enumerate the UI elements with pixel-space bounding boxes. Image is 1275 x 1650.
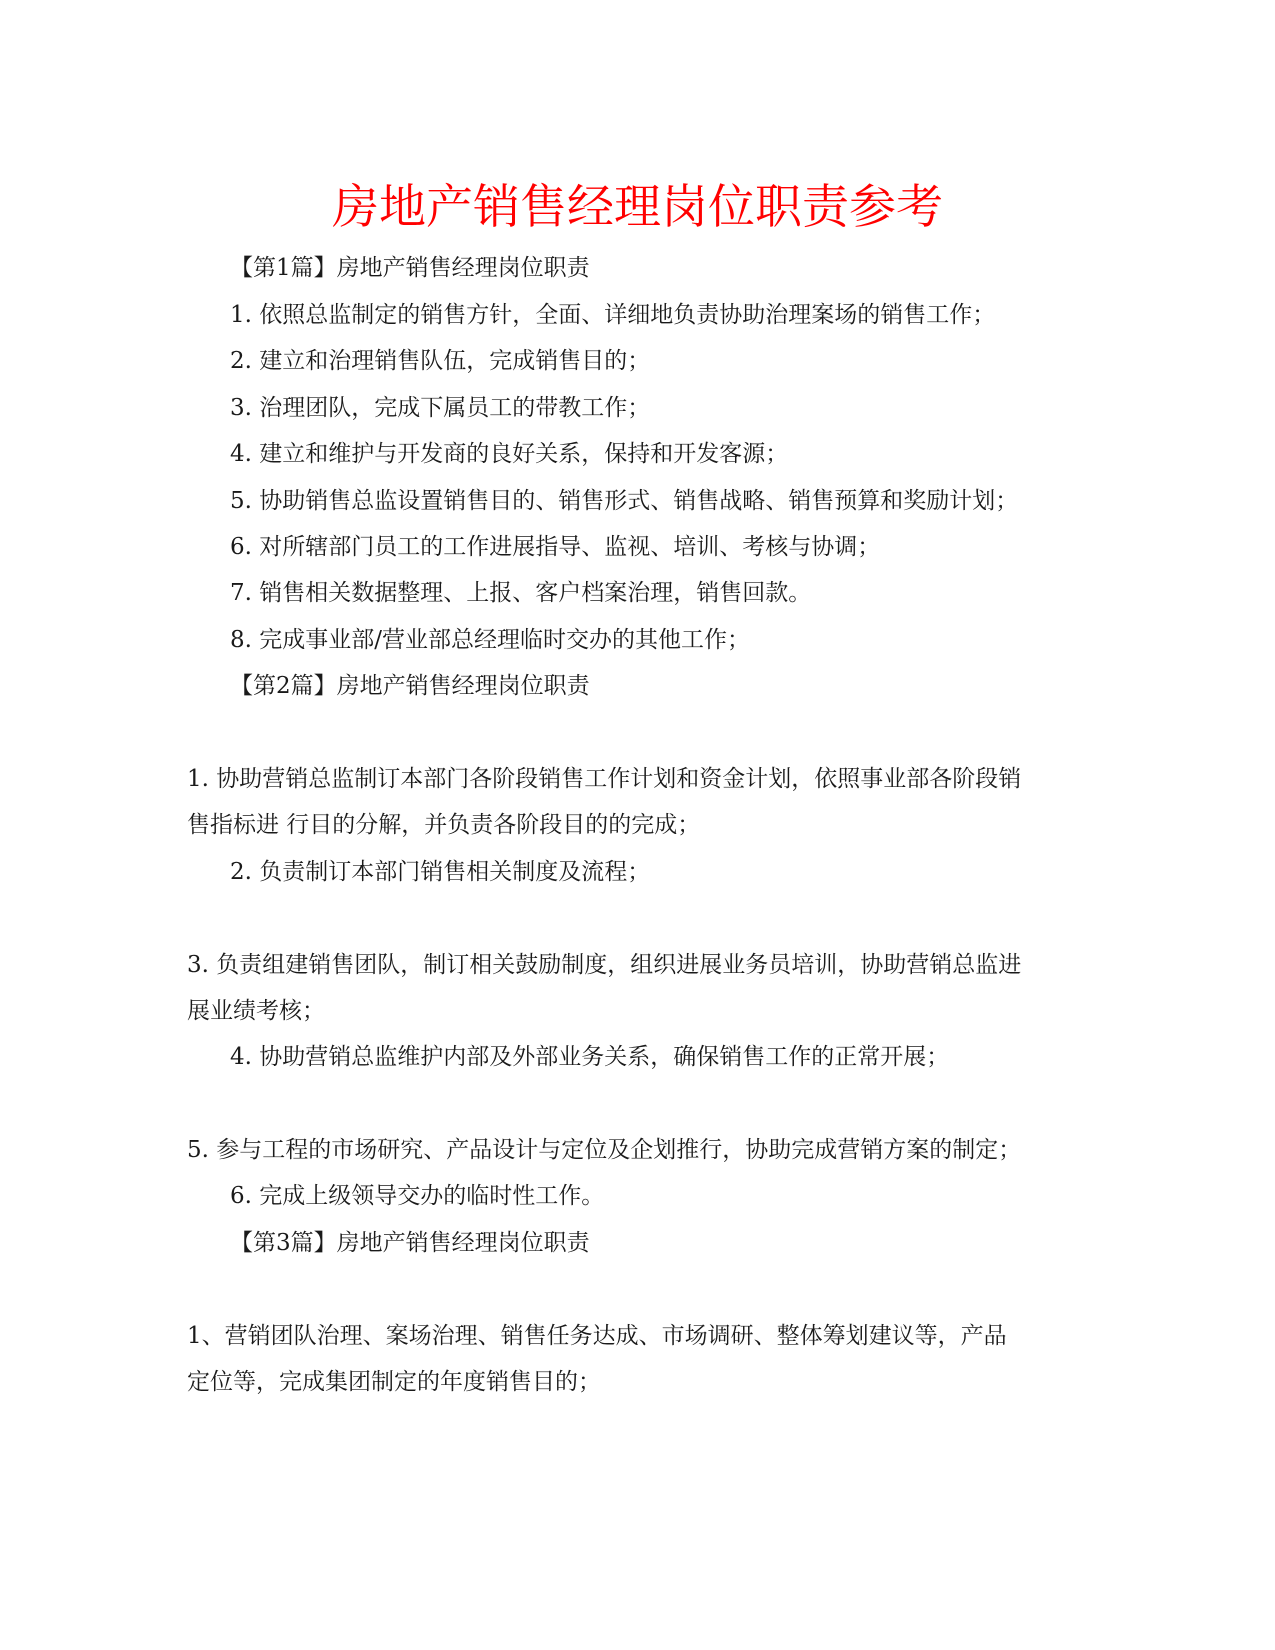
paragraph-line: 7. 销售相关数据整理、上报、客户档案治理，销售回款。 [230,580,812,606]
paragraph-line: 1、营销团队治理、案场治理、销售任务达成、市场调研、整体筹划建议等，产品 [187,1323,1007,1349]
paragraph-line: 3. 负责组建销售团队，制订相关鼓励制度，组织进展业务员培训，协助营销总监进 [187,952,1022,978]
paragraph-line: 2. 建立和治理销售队伍，完成销售目的； [230,348,651,374]
paragraph-line: 3. 治理团队，完成下属员工的带教工作； [230,395,651,421]
paragraph-line: 1. 协助营销总监制订本部门各阶段销售工作计划和资金计划，依照事业部各阶段销 [187,766,1022,792]
paragraph-line: 4. 协助营销总监维护内部及外部业务关系，确保销售工作的正常开展； [230,1044,950,1070]
paragraph-line: 5. 协助销售总监设置销售目的、销售形式、销售战略、销售预算和奖励计划； [230,488,1019,514]
paragraph-line: 定位等，完成集团制定的年度销售目的； [187,1369,601,1395]
paragraph-line: 5. 参与工程的市场研究、产品设计与定位及企划推行，协助完成营销方案的制定； [187,1137,1022,1163]
paragraph-line: 8. 完成事业部/营业部总经理临时交办的其他工作； [230,627,751,653]
section-heading-2: 【第2篇】房地产销售经理岗位职责 [230,673,590,699]
paragraph-line: 售指标进 行目的分解，并负责各阶段目的的完成； [187,812,701,838]
paragraph-line: 2. 负责制订本部门销售相关制度及流程； [230,859,651,885]
paragraph-line: 1. 依照总监制定的销售方针，全面、详细地负责协助治理案场的销售工作； [230,302,996,328]
document-title: 房地产销售经理岗位职责参考 [332,180,943,235]
section-heading-3: 【第3篇】房地产销售经理岗位职责 [230,1230,590,1256]
paragraph-line: 6. 对所辖部门员工的工作进展指导、监视、培训、考核与协调； [230,534,881,560]
section-heading-1: 【第1篇】房地产销售经理岗位职责 [230,255,590,281]
paragraph-line: 展业绩考核； [187,998,325,1024]
paragraph-line: 4. 建立和维护与开发商的良好关系，保持和开发客源； [230,441,789,467]
paragraph-line: 6. 完成上级领导交办的临时性工作。 [230,1183,605,1209]
